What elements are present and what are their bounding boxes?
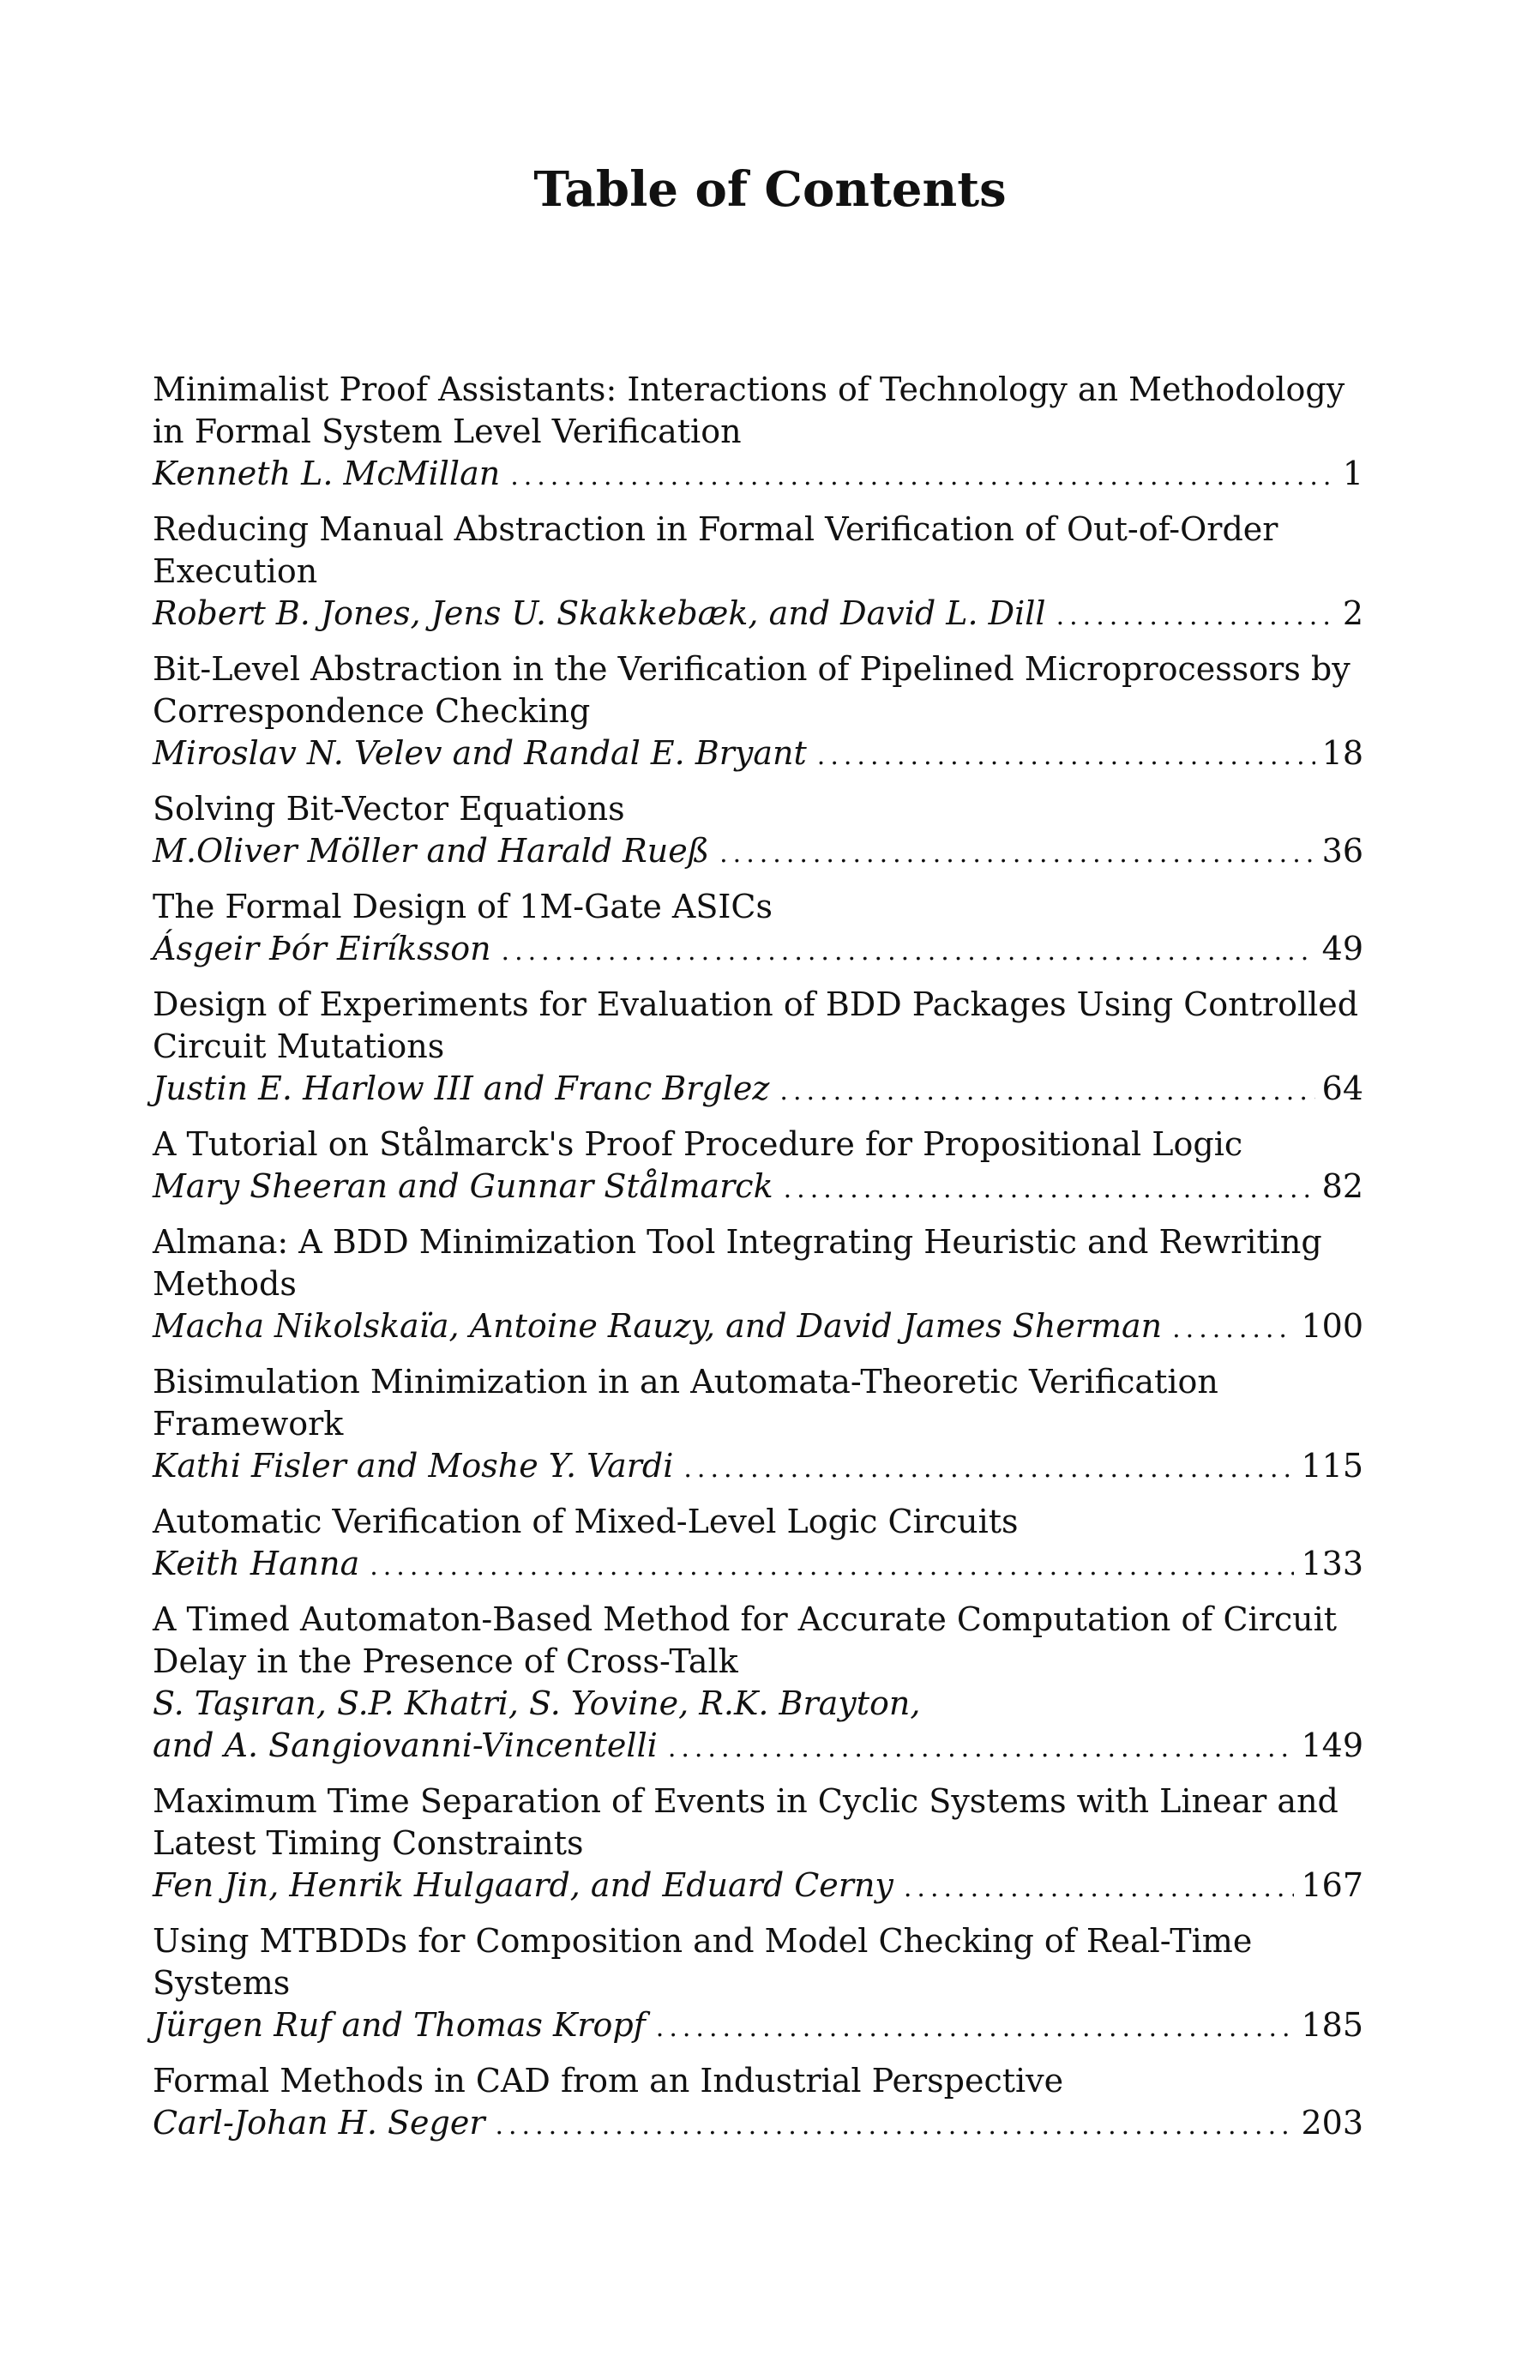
entry-authors-first-line: S. Taşıran, S.P. Khatri, S. Yovine, R.K. Brayton, <box>153 1684 921 1722</box>
toc-entry[interactable] <box>153 648 1363 777</box>
entry-page-number: 49 <box>1321 930 1363 967</box>
entry-title: Bisimulation Minimization in an Automata-Theoretic Verification Framework <box>153 1363 1218 1443</box>
entry-page-number: 82 <box>1321 1167 1363 1205</box>
entry-title: A Timed Automaton-Based Method for Accurate Computation of Circuit Delay in the Presence of Cross-Talk <box>153 1600 1338 1680</box>
entry-page-number: 115 <box>1301 1447 1363 1485</box>
entry-title: Bit-Level Abstraction in the Verification of Pipelined Microprocessors by Correspondence Checking <box>153 650 1351 730</box>
entry-authors: M.Oliver Möller and Harald Rueß <box>153 832 710 870</box>
entry-page-number: 149 <box>1301 1726 1363 1764</box>
author-line <box>153 1068 1363 1112</box>
entry-authors: Fen Jin, Henrik Hulgaard, and Eduard Cerny <box>153 1866 893 1904</box>
entry-title: Reducing Manual Abstraction in Formal Verification of Out-of-Order Execution <box>153 510 1278 590</box>
entry-title: Maximum Time Separation of Events in Cyclic Systems with Linear and Latest Timing Constraints <box>153 1782 1338 1862</box>
author-line <box>153 1543 1363 1588</box>
dot-leader <box>495 2105 1294 2147</box>
author-line <box>153 1166 1363 1210</box>
entry-title: Using MTBDDs for Composition and Model Checking of Real-Time Systems <box>153 1922 1253 2002</box>
dot-leader <box>817 735 1315 777</box>
author-line <box>153 593 1363 637</box>
dot-leader <box>1172 1308 1294 1350</box>
dot-leader <box>668 1727 1295 1769</box>
entry-title: Almana: A BDD Minimization Tool Integrating Heuristic and Rewriting Methods <box>153 1223 1322 1303</box>
entry-authors: Carl-Johan H. Seger <box>153 2104 485 2142</box>
entry-page-number: 100 <box>1301 1307 1363 1345</box>
author-line <box>153 732 1363 777</box>
entry-page-number: 36 <box>1321 832 1363 870</box>
entry-title: Solving Bit-Vector Equations <box>153 790 625 828</box>
toc-entry[interactable] <box>153 1361 1363 1490</box>
toc-entry[interactable] <box>153 1124 1363 1210</box>
author-line <box>153 1865 1363 1909</box>
table-of-contents <box>153 369 1363 2158</box>
entry-page-number: 2 <box>1342 594 1363 632</box>
entry-page-number: 133 <box>1301 1545 1363 1582</box>
dot-leader <box>510 455 1336 497</box>
dot-leader <box>683 1448 1294 1490</box>
entry-authors: Kenneth L. McMillan <box>153 455 501 492</box>
author-line <box>153 2102 1363 2147</box>
toc-entry[interactable] <box>153 2060 1363 2147</box>
dot-leader <box>502 931 1315 973</box>
dot-leader <box>656 2007 1295 2049</box>
author-line <box>153 928 1363 973</box>
entry-authors: Ásgeir Þór Eiríksson <box>153 930 491 967</box>
entry-title: Minimalist Proof Assistants: Interactions of Technology an Methodology in Formal System Level Verification <box>153 371 1345 450</box>
entry-page-number: 64 <box>1321 1069 1363 1107</box>
toc-entry[interactable] <box>153 788 1363 875</box>
author-line <box>153 2004 1363 2049</box>
entry-title: Automatic Verification of Mixed-Level Logic Circuits <box>153 1503 1019 1540</box>
toc-entry[interactable] <box>153 1780 1363 1909</box>
toc-entry[interactable] <box>153 1599 1363 1769</box>
author-line <box>153 1445 1363 1490</box>
entry-authors: Mary Sheeran and Gunnar Stålmarck <box>153 1167 773 1205</box>
dot-leader <box>370 1545 1294 1588</box>
entry-authors: Keith Hanna <box>153 1545 360 1582</box>
entry-title: The Formal Design of 1M-Gate ASICs <box>153 888 773 925</box>
entry-page-number: 1 <box>1342 455 1363 492</box>
dot-leader <box>719 833 1315 875</box>
entry-authors: and A. Sangiovanni-Vincentelli <box>153 1726 658 1764</box>
author-line <box>153 1305 1363 1350</box>
entry-authors: Robert B. Jones, Jens U. Skakkebæk, and David L. Dill <box>153 594 1046 632</box>
author-line <box>153 453 1363 497</box>
toc-entry[interactable] <box>153 984 1363 1112</box>
entry-authors: Macha Nikolskaïa, Antoine Rauzy, and David James Sherman <box>153 1307 1163 1345</box>
toc-entry[interactable] <box>153 886 1363 973</box>
toc-entry[interactable] <box>153 369 1363 497</box>
author-line <box>153 830 1363 875</box>
entry-page-number: 167 <box>1301 1866 1363 1904</box>
entry-title: A Tutorial on Stålmarck's Proof Procedure for Propositional Logic <box>153 1125 1243 1163</box>
toc-entry[interactable] <box>153 1501 1363 1588</box>
entry-page-number: 18 <box>1321 734 1363 772</box>
entry-title: Design of Experiments for Evaluation of BDD Packages Using Controlled Circuit Mutations <box>153 985 1359 1065</box>
entry-authors: Kathi Fisler and Moshe Y. Vardi <box>153 1447 674 1485</box>
dot-leader <box>779 1070 1314 1112</box>
page-title: Table of Contents <box>533 161 1007 218</box>
toc-entry[interactable] <box>153 1221 1363 1350</box>
toc-entry[interactable] <box>153 509 1363 637</box>
dot-leader <box>1056 595 1336 637</box>
toc-entry[interactable] <box>153 1920 1363 2049</box>
author-line <box>153 1725 1363 1769</box>
dot-leader <box>904 1867 1295 1909</box>
entry-authors: Jürgen Ruf and Thomas Kropf <box>153 2006 646 2044</box>
dot-leader <box>784 1168 1315 1210</box>
entry-authors: Miroslav N. Velev and Randal E. Bryant <box>153 734 807 772</box>
entry-title: Formal Methods in CAD from an Industrial Perspective <box>153 2062 1064 2100</box>
entry-page-number: 203 <box>1301 2104 1363 2142</box>
entry-page-number: 185 <box>1301 2006 1363 2044</box>
entry-authors: Justin E. Harlow III and Franc Brglez <box>153 1069 770 1107</box>
